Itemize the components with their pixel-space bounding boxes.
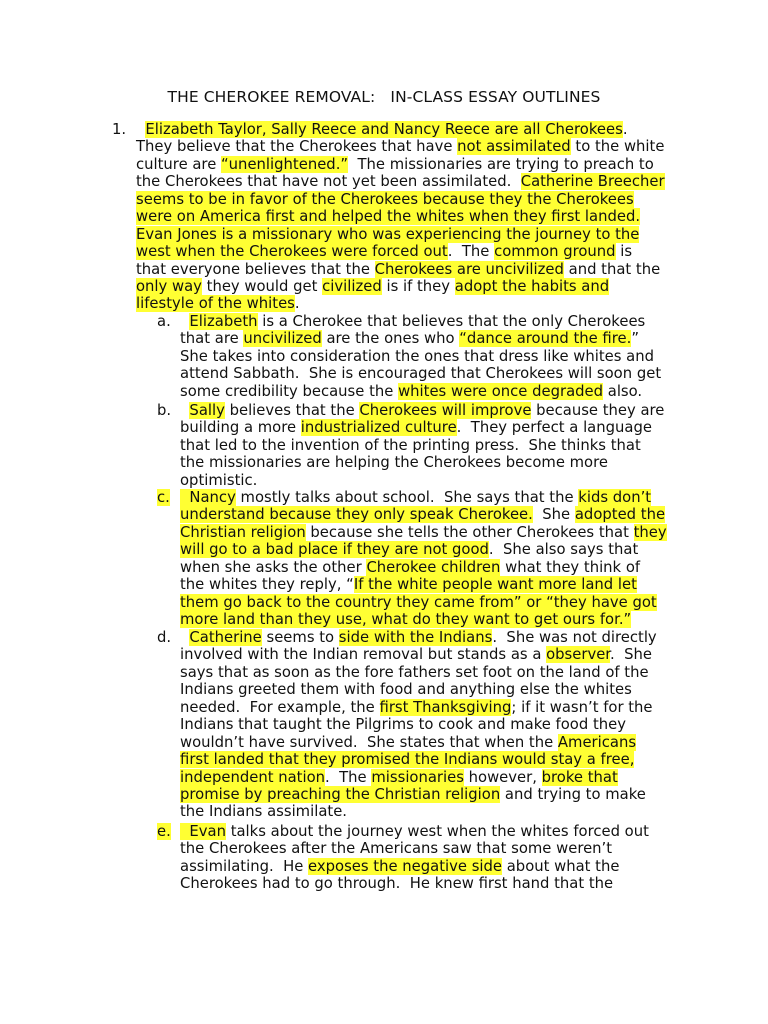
body-text: She bbox=[532, 506, 575, 524]
sub-item-line bbox=[180, 769, 680, 786]
highlighted-text: missionaries bbox=[371, 768, 464, 786]
highlighted-text: Evan Jones is a missionary who was experiencing the journey to the bbox=[136, 225, 640, 243]
body-text: is bbox=[615, 243, 633, 261]
sub-item-line bbox=[180, 506, 680, 523]
sub-item-letter-a: a. bbox=[157, 313, 171, 330]
sub-item-d-paragraph bbox=[180, 629, 680, 821]
body-text bbox=[180, 402, 189, 419]
body-text: and that the bbox=[563, 260, 661, 278]
body-text: . She was not directly bbox=[492, 629, 657, 646]
body-text: that are bbox=[180, 330, 244, 348]
sub-item-line bbox=[180, 699, 680, 716]
highlighted-text: civilized bbox=[322, 277, 382, 295]
body-text: the missionaries are helping the Cherokees become more bbox=[180, 454, 608, 472]
sub-item-line bbox=[180, 383, 680, 400]
sub-item-line bbox=[180, 330, 680, 347]
highlighted-text: broke that bbox=[541, 768, 618, 786]
highlighted-text: understand because they only speak Cherokee. bbox=[180, 506, 533, 524]
intro-line bbox=[136, 243, 676, 260]
body-text: also. bbox=[603, 382, 643, 400]
sub-item-line bbox=[180, 858, 680, 875]
intro-line bbox=[136, 208, 676, 225]
intro-line bbox=[136, 121, 676, 138]
sub-item-line bbox=[180, 734, 680, 751]
body-text: building a more bbox=[180, 419, 301, 437]
sub-item-letter-c: c. bbox=[157, 489, 170, 506]
sub-item-line bbox=[180, 313, 680, 330]
body-text: . They perfect a language bbox=[456, 419, 652, 437]
highlighted-text: they bbox=[633, 523, 667, 541]
body-text: however, bbox=[463, 768, 542, 786]
body-text: culture are bbox=[136, 155, 222, 173]
sub-item-e-paragraph bbox=[180, 823, 680, 893]
highlighted-text: lifestyle of the whites bbox=[136, 295, 295, 313]
sub-item-line bbox=[180, 559, 680, 576]
body-text: believes that the bbox=[224, 402, 360, 419]
sub-item-line bbox=[180, 751, 680, 768]
body-text: They believe that the Cherokees that have bbox=[136, 138, 458, 156]
body-text: optimistic. bbox=[180, 471, 258, 489]
sub-item-line bbox=[180, 629, 680, 646]
body-text: the Indians assimilate. bbox=[180, 803, 347, 821]
intro-line bbox=[136, 226, 676, 243]
highlighted-text: independent nation bbox=[180, 768, 326, 786]
body-text: says that as soon as the fore fathers set foot on the land of the bbox=[180, 663, 649, 681]
highlighted-text: industrialized culture bbox=[300, 419, 457, 437]
sub-item-line bbox=[180, 664, 680, 681]
sub-item-line bbox=[180, 472, 680, 489]
body-text: . The bbox=[447, 243, 495, 261]
sub-item-line bbox=[180, 611, 680, 628]
intro-line bbox=[136, 295, 676, 312]
body-text: are the ones who bbox=[321, 330, 460, 348]
intro-line bbox=[136, 261, 676, 278]
sub-item-letter-b: b. bbox=[157, 402, 172, 419]
body-text bbox=[180, 313, 189, 330]
body-text: mostly talks about school. She says that the bbox=[235, 489, 579, 506]
sub-item-line bbox=[180, 419, 680, 436]
highlighted-text: will go to a bad place if they are not good bbox=[180, 541, 489, 559]
sub-item-line bbox=[180, 348, 680, 365]
body-text: assimilating. He bbox=[180, 857, 309, 875]
highlighted-text: adopted the bbox=[574, 506, 666, 524]
highlighted-text bbox=[180, 823, 189, 840]
highlighted-text: whites were once degraded bbox=[398, 382, 604, 400]
body-text: the Cherokees that have not yet been assimilated. bbox=[136, 173, 521, 191]
highlighted-text: Catherine bbox=[189, 629, 262, 646]
body-text: Cherokees had to go through. He knew first hand that the bbox=[180, 875, 614, 893]
intro-line bbox=[136, 191, 676, 208]
body-text: when she asks the other bbox=[180, 558, 367, 576]
highlighted-text: promise by preaching the Christian religion bbox=[180, 785, 501, 803]
intro-line bbox=[136, 156, 676, 173]
body-text: . The bbox=[325, 768, 372, 786]
sub-item-line bbox=[180, 541, 680, 558]
sub-item-line bbox=[180, 524, 680, 541]
body-text: seems to bbox=[261, 629, 339, 646]
body-text: and trying to make bbox=[500, 785, 646, 803]
highlighted-text: seems to be in favor of the Cherokees because they the Cherokees bbox=[136, 190, 634, 208]
intro-line bbox=[136, 173, 676, 190]
body-text: . She also says that bbox=[488, 541, 639, 559]
highlighted-text: first Thanksgiving bbox=[379, 698, 512, 716]
body-text: because they are bbox=[531, 402, 665, 419]
body-text: talks about the journey west when the whites forced out bbox=[225, 823, 649, 840]
sub-item-b-paragraph bbox=[180, 402, 680, 489]
sub-item-letter-e: e. bbox=[157, 823, 171, 840]
sub-item-line bbox=[180, 454, 680, 471]
body-text: The missionaries are trying to preach to bbox=[348, 155, 654, 173]
highlighted-text: common ground bbox=[494, 243, 616, 261]
body-text: ; if it wasn’t for the bbox=[511, 698, 653, 716]
highlighted-text: uncivilized bbox=[243, 330, 322, 348]
body-text: that led to the invention of the printing press. She thinks that bbox=[180, 436, 641, 454]
body-text: is a Cherokee that believes that the only Cherokees bbox=[257, 313, 646, 330]
body-text: Indians that taught the Pilgrims to cook and make food they bbox=[180, 716, 626, 734]
body-text: the Cherokees after the Americans saw that some weren’t bbox=[180, 840, 613, 858]
body-text bbox=[180, 629, 189, 646]
body-text: they would get bbox=[201, 277, 323, 295]
highlighted-text: side with the Indians bbox=[338, 629, 493, 646]
sub-item-line bbox=[180, 594, 680, 611]
highlighted-text: Evan bbox=[189, 823, 226, 840]
highlighted-text: Cherokees will improve bbox=[359, 402, 532, 419]
body-text: involved with the Indian removal but stands as a bbox=[180, 646, 547, 664]
highlighted-text: Nancy bbox=[189, 489, 236, 506]
highlighted-text: them go back to the country they came from” or “they have got bbox=[180, 593, 657, 611]
body-text: ” bbox=[631, 330, 639, 348]
sub-item-line bbox=[180, 875, 680, 892]
sub-item-line bbox=[180, 716, 680, 733]
highlighted-text: observer bbox=[546, 646, 611, 664]
highlighted-text: were on America first and helped the whites when they first landed. bbox=[136, 208, 641, 226]
body-text: about what the bbox=[502, 857, 620, 875]
body-text: . She bbox=[610, 646, 653, 664]
highlighted-text: more land than they use, what do they want to get ours for.” bbox=[180, 611, 632, 629]
body-text: Indians greeted them with food and anything else the whites bbox=[180, 681, 632, 699]
sub-item-line bbox=[180, 437, 680, 454]
sub-item-line bbox=[180, 840, 680, 857]
sub-item-line bbox=[180, 681, 680, 698]
document-title: THE CHEROKEE REMOVAL: IN-CLASS ESSAY OUTLINES bbox=[167, 88, 601, 106]
body-text: what they think of bbox=[500, 558, 641, 576]
sub-item-line bbox=[180, 402, 680, 419]
highlighted-text: Sally bbox=[189, 402, 225, 419]
body-text bbox=[136, 121, 145, 138]
body-text: because she tells the other Cherokees that bbox=[305, 523, 634, 541]
highlighted-text: exposes the negative side bbox=[308, 857, 503, 875]
sub-item-letter-d: d. bbox=[157, 629, 172, 646]
highlighted-text: Elizabeth bbox=[189, 313, 258, 330]
highlighted-text: “dance around the fire. bbox=[459, 330, 632, 348]
sub-item-line bbox=[180, 365, 680, 382]
highlighted-text: Christian religion bbox=[180, 523, 306, 541]
sub-item-line bbox=[180, 576, 680, 593]
body-text: to the white bbox=[570, 138, 665, 156]
sub-item-line bbox=[180, 823, 680, 840]
body-text: needed. For example, the bbox=[180, 698, 380, 716]
highlighted-text bbox=[180, 489, 189, 506]
highlighted-text: Catherine Breecher bbox=[520, 173, 665, 191]
highlighted-text: Elizabeth Taylor, Sally Reece and Nancy Reece are all Cherokees bbox=[145, 121, 623, 138]
intro-line bbox=[136, 278, 676, 295]
sub-item-line bbox=[180, 786, 680, 803]
highlighted-text: adopt the habits and bbox=[454, 277, 610, 295]
list-number: 1. bbox=[112, 121, 127, 138]
body-text: . bbox=[294, 295, 300, 313]
sub-item-c-paragraph bbox=[180, 489, 680, 629]
body-text: She takes into consideration the ones that dress like whites and bbox=[180, 347, 655, 365]
body-text: that everyone believes that the bbox=[136, 260, 375, 278]
highlighted-text: kids don’t bbox=[578, 489, 652, 506]
sub-item-a-paragraph bbox=[180, 313, 680, 400]
highlighted-text: only way bbox=[136, 277, 202, 295]
highlighted-text: first landed that they promised the Indians would stay a free, bbox=[180, 751, 635, 769]
sub-item-line bbox=[180, 646, 680, 663]
highlighted-text: west when the Cherokees were forced out bbox=[136, 243, 448, 261]
body-text: some credibility because the bbox=[180, 382, 399, 400]
highlighted-text: “unenlightened.” bbox=[221, 155, 349, 173]
body-text: wouldn’t have survived. She states that when the bbox=[180, 733, 558, 751]
intro-line bbox=[136, 138, 676, 155]
sub-item-line bbox=[180, 489, 680, 506]
highlighted-text: Cherokees are uncivilized bbox=[374, 260, 564, 278]
highlighted-text: If the white people want more land let bbox=[353, 576, 637, 594]
body-text: is if they bbox=[381, 277, 455, 295]
highlighted-text: Cherokee children bbox=[366, 558, 501, 576]
highlighted-text: Americans bbox=[557, 733, 637, 751]
intro-paragraph bbox=[136, 121, 676, 313]
body-text: attend Sabbath. She is encouraged that Cherokees will soon get bbox=[180, 365, 662, 383]
body-text: the whites they reply, “ bbox=[180, 576, 354, 594]
sub-item-line bbox=[180, 803, 680, 820]
highlighted-text: not assimilated bbox=[457, 138, 571, 156]
body-text: . bbox=[622, 121, 628, 138]
